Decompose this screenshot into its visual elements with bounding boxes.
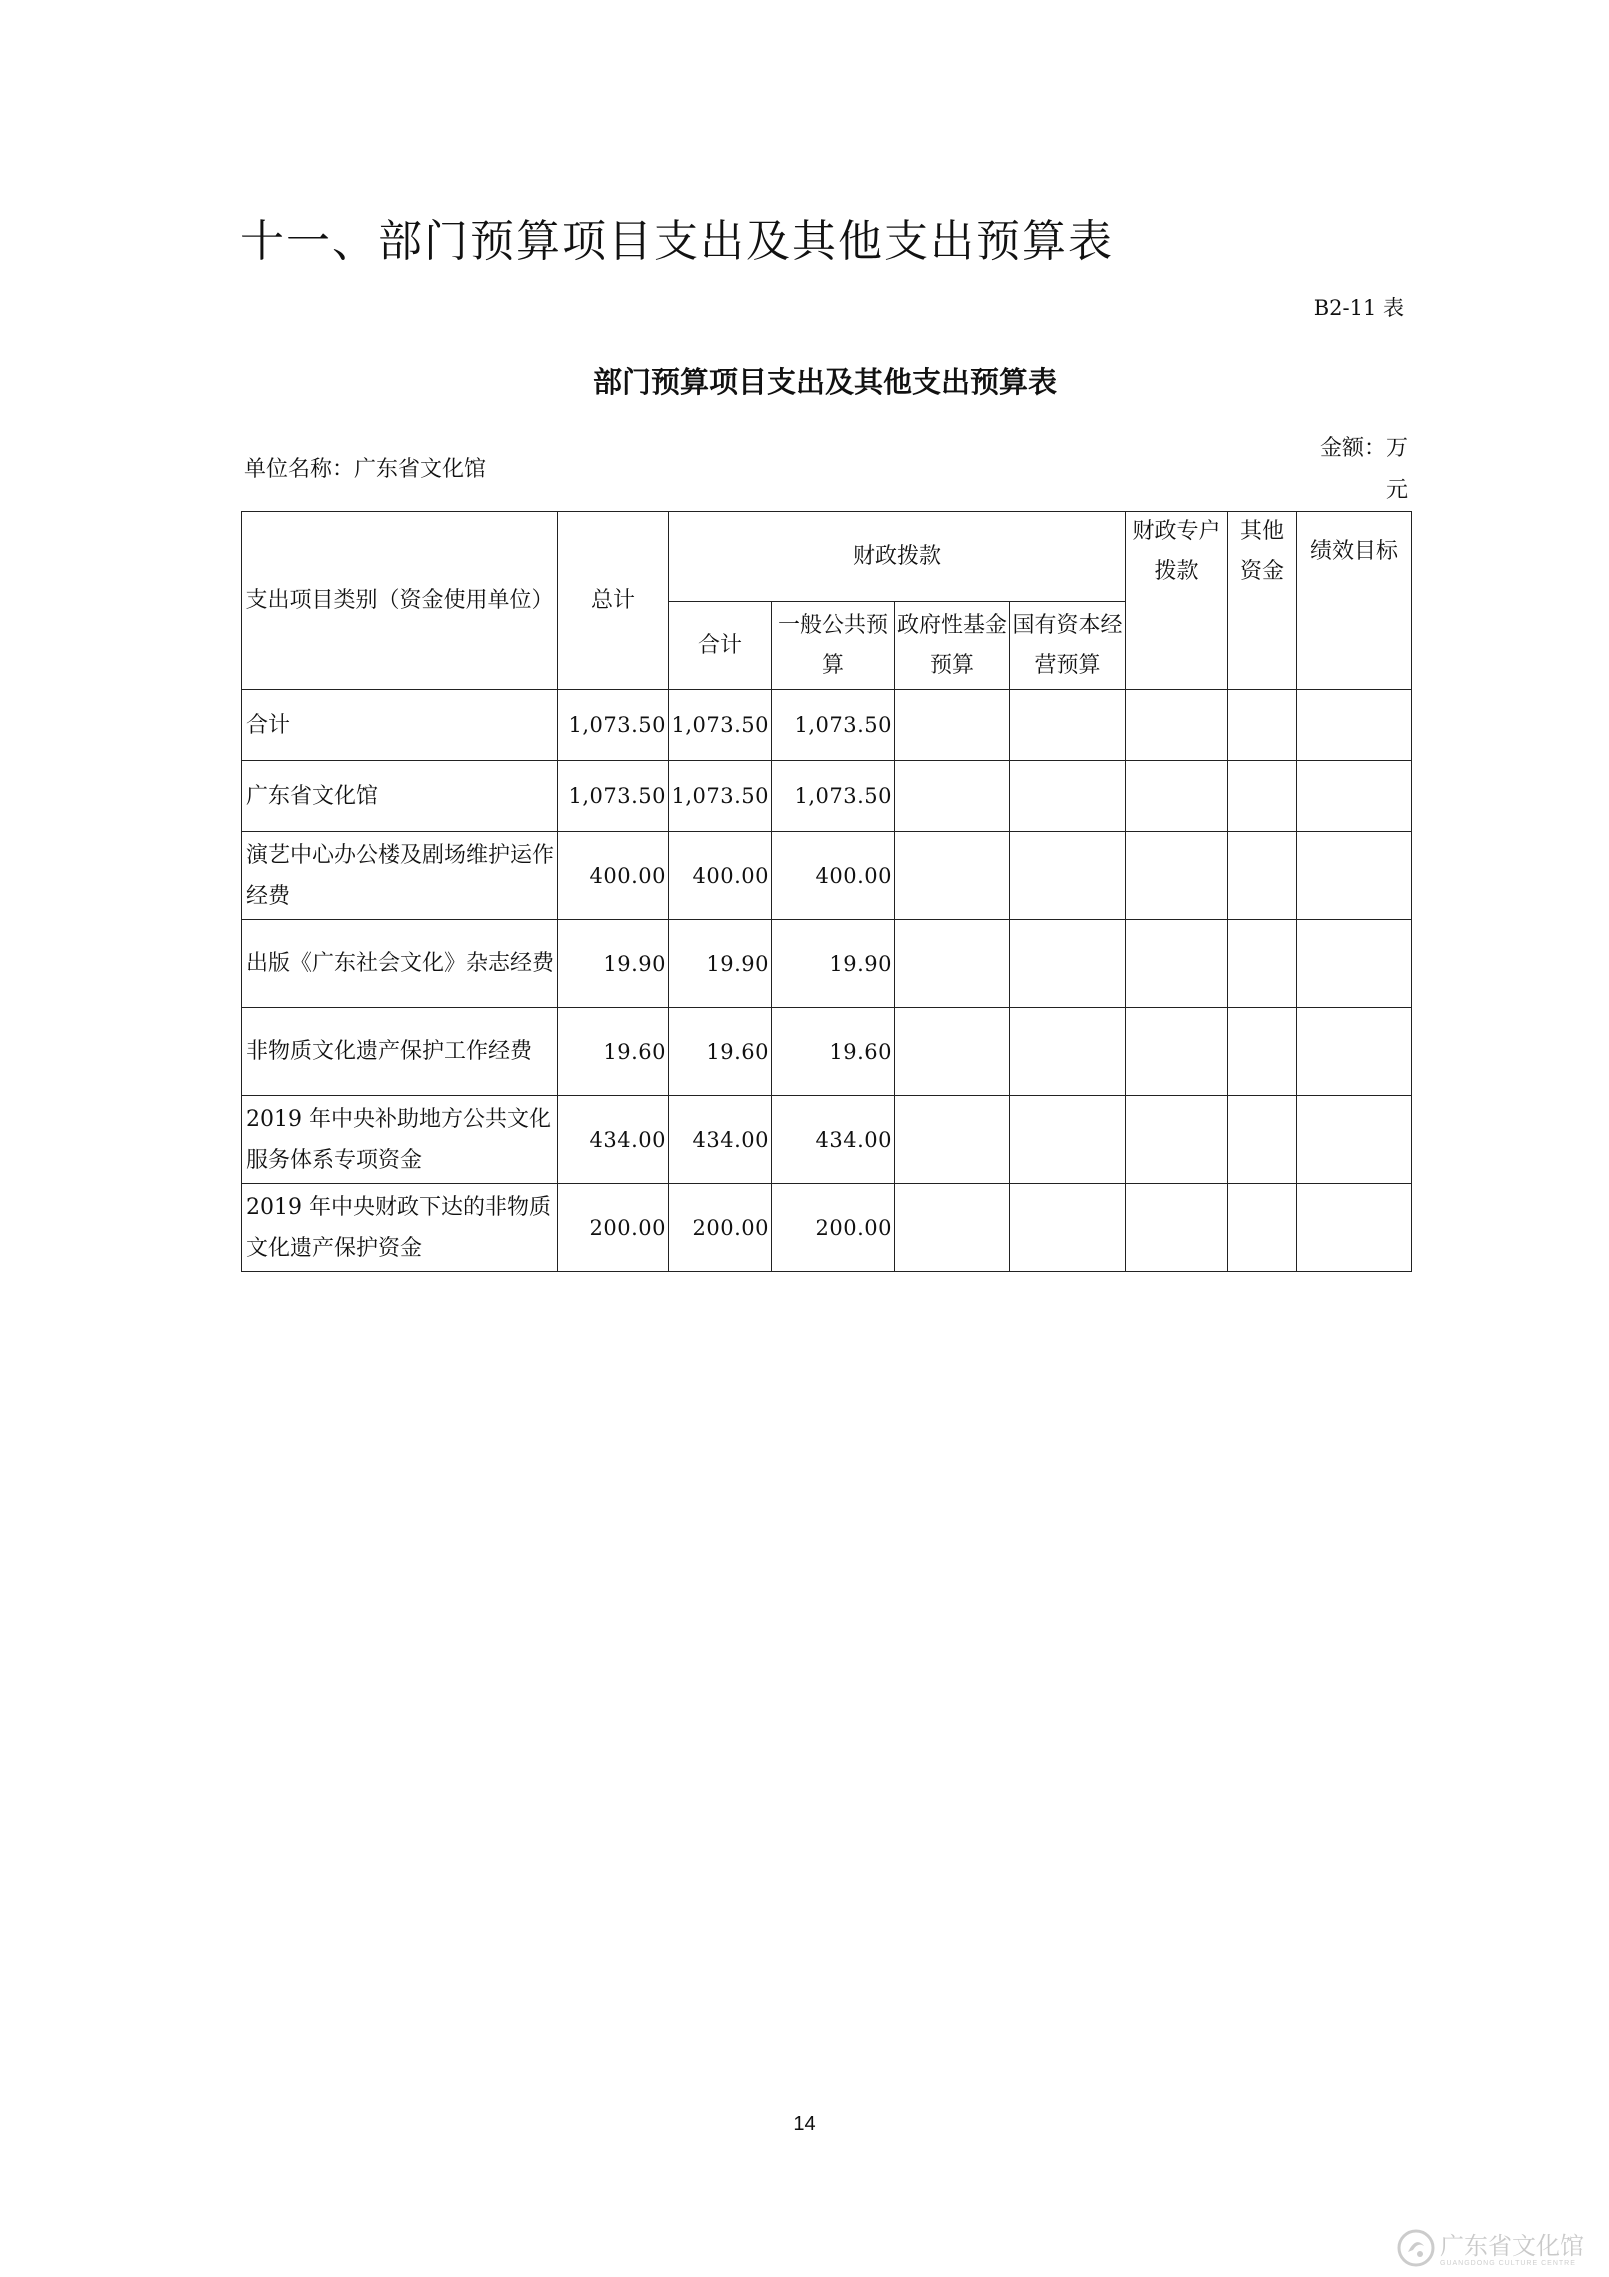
header-general-public: 一般公共预算 (772, 602, 895, 690)
table-row (242, 920, 1412, 1008)
row-general-public: 400.00 (772, 832, 895, 920)
amount-unit: 金额：万元 (1319, 436, 1408, 503)
row-special-fiscal (1126, 761, 1228, 832)
row-gov-fund (895, 1096, 1010, 1184)
row-name: 出版《广东社会文化》杂志经费 (242, 920, 558, 1008)
row-special-fiscal (1126, 1008, 1228, 1096)
row-special-fiscal (1126, 690, 1228, 761)
row-performance (1297, 690, 1412, 761)
unit-name: 单位名称：广东省文化馆 (244, 457, 487, 482)
table-row (242, 1096, 1412, 1184)
row-name: 2019 年中央财政下达的非物质文化遗产保护资金 (242, 1184, 558, 1272)
row-performance (1297, 1184, 1412, 1272)
row-total: 1,073.50 (558, 690, 669, 761)
row-fiscal-total: 200.00 (669, 1184, 772, 1272)
section-heading: 十一、部门预算项目支出及其他支出预算表 (240, 216, 1114, 267)
row-general-public: 19.90 (772, 920, 895, 1008)
row-name: 非物质文化遗产保护工作经费 (242, 1008, 558, 1096)
row-state-capital (1010, 761, 1126, 832)
row-fiscal-total: 400.00 (669, 832, 772, 920)
row-other-funds (1228, 1008, 1297, 1096)
row-total: 19.60 (558, 1008, 669, 1096)
row-general-public: 1,073.50 (772, 761, 895, 832)
logo-name: 广东省文化馆 (1440, 2231, 1584, 2260)
row-total: 200.00 (558, 1184, 669, 1272)
table-row (242, 690, 1412, 761)
row-other-funds (1228, 920, 1297, 1008)
row-performance (1297, 832, 1412, 920)
table-row (242, 1008, 1412, 1096)
row-special-fiscal (1126, 1096, 1228, 1184)
row-general-public: 200.00 (772, 1184, 895, 1272)
row-state-capital (1010, 1096, 1126, 1184)
row-name: 2019 年中央补助地方公共文化服务体系专项资金 (242, 1096, 558, 1184)
table-row (242, 1184, 1412, 1272)
header-total: 总计 (558, 512, 669, 690)
row-other-funds (1228, 761, 1297, 832)
row-total: 1,073.50 (558, 761, 669, 832)
row-gov-fund (895, 832, 1010, 920)
row-performance (1297, 1096, 1412, 1184)
row-state-capital (1010, 920, 1126, 1008)
row-fiscal-total: 1,073.50 (669, 690, 772, 761)
header-state-capital: 国有资本经营预算 (1010, 602, 1126, 690)
row-name: 合计 (242, 690, 558, 761)
row-special-fiscal (1126, 920, 1228, 1008)
row-gov-fund (895, 920, 1010, 1008)
row-general-public: 19.60 (772, 1008, 895, 1096)
row-other-funds (1228, 1096, 1297, 1184)
header-other-funds: 其他资金 (1228, 512, 1297, 690)
row-fiscal-total: 434.00 (669, 1096, 772, 1184)
row-total: 19.90 (558, 920, 669, 1008)
header-row-1 (242, 512, 1412, 602)
row-other-funds (1228, 690, 1297, 761)
row-gov-fund (895, 1184, 1010, 1272)
row-state-capital (1010, 832, 1126, 920)
row-gov-fund (895, 761, 1010, 832)
header-fiscal: 财政拨款 (669, 512, 1126, 602)
row-fiscal-total: 19.60 (669, 1008, 772, 1096)
header-fiscal-total: 合计 (669, 602, 772, 690)
row-performance (1297, 920, 1412, 1008)
table-title: 部门预算项目支出及其他支出预算表 (592, 365, 1057, 399)
row-name: 演艺中心办公楼及剧场维护运作经费 (242, 832, 558, 920)
row-special-fiscal (1126, 832, 1228, 920)
row-fiscal-total: 1,073.50 (669, 761, 772, 832)
row-state-capital (1010, 1008, 1126, 1096)
header-special-fiscal: 财政专户拨款 (1126, 512, 1228, 690)
row-total: 400.00 (558, 832, 669, 920)
table-row (242, 832, 1412, 920)
row-special-fiscal (1126, 1184, 1228, 1272)
culture-centre-logo (1396, 2230, 1601, 2270)
logo-subtitle: GUANGDONG CULTURE CENTRE (1440, 2259, 1576, 2267)
row-performance (1297, 761, 1412, 832)
header-gov-fund: 政府性基金预算 (895, 602, 1010, 690)
table-row (242, 761, 1412, 832)
header-category: 支出项目类别（资金使用单位） (242, 512, 558, 690)
table-code: B2-11 表 (1313, 296, 1404, 320)
row-gov-fund (895, 1008, 1010, 1096)
row-general-public: 434.00 (772, 1096, 895, 1184)
row-performance (1297, 1008, 1412, 1096)
row-total: 434.00 (558, 1096, 669, 1184)
row-name: 广东省文化馆 (242, 761, 558, 832)
row-fiscal-total: 19.90 (669, 920, 772, 1008)
row-other-funds (1228, 1184, 1297, 1272)
row-general-public: 1,073.50 (772, 690, 895, 761)
row-gov-fund (895, 690, 1010, 761)
page-number: 14 (793, 2113, 816, 2135)
budget-table (241, 511, 1412, 1272)
row-state-capital (1010, 690, 1126, 761)
culture-centre-logo-icon (1396, 2228, 1436, 2272)
row-other-funds (1228, 832, 1297, 920)
header-performance: 绩效目标 (1297, 512, 1412, 690)
row-state-capital (1010, 1184, 1126, 1272)
